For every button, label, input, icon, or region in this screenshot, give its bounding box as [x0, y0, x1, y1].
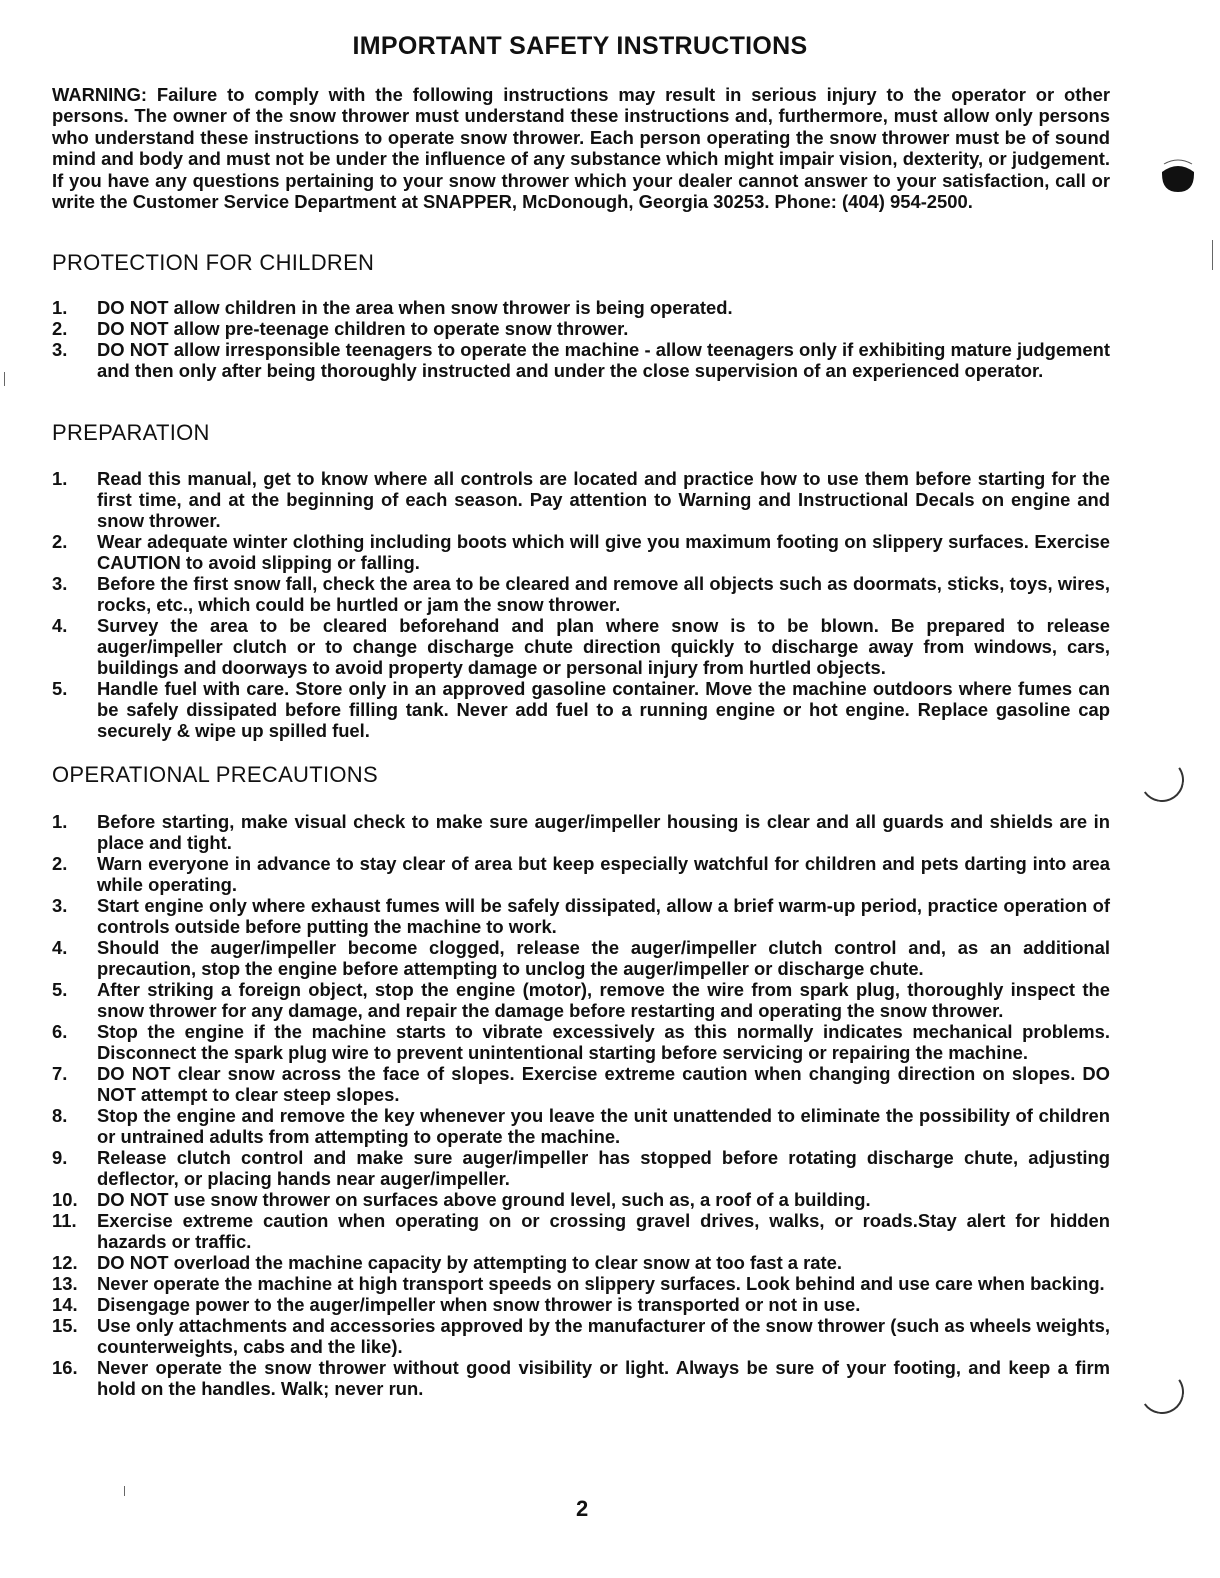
list-item	[52, 468, 1110, 531]
item-text: Should the auger/impeller become clogged, release the auger/impeller clutch control and, as an additional precaution, stop the engine before attempting to unclog the auger/impeller or discharge chute.	[97, 937, 1110, 979]
list-item	[52, 318, 1110, 339]
item-number: 10.	[52, 1189, 78, 1210]
page-number: 2	[576, 1496, 589, 1521]
list-item	[52, 297, 1110, 318]
item-text: Before the first snow fall, check the area to be cleared and remove all objects such as doormats, sticks, toys, wires, rocks, etc., which could be hurtled or jam the snow thrower.	[97, 573, 1110, 615]
preparation-list	[52, 468, 1110, 741]
punch-hole-icon	[1137, 1367, 1188, 1418]
list-item	[52, 1294, 1110, 1315]
list-item	[52, 573, 1110, 615]
item-number: 1.	[52, 297, 68, 318]
list-item	[52, 1063, 1110, 1105]
list-item	[52, 1105, 1110, 1147]
item-number: 2.	[52, 853, 68, 874]
item-text: Disengage power to the auger/impeller when snow thrower is transported or not in use.	[97, 1294, 861, 1315]
item-number: 4.	[52, 615, 68, 636]
list-item	[52, 1273, 1110, 1294]
item-number: 1.	[52, 811, 68, 832]
list-item	[52, 895, 1110, 937]
section-heading-operational-precautions: OPERATIONAL PRECAUTIONS	[52, 762, 378, 787]
item-text: Use only attachments and accessories approved by the manufacturer of the snow thrower (such as wheels weights, counterweights, cabs and the like).	[97, 1315, 1110, 1357]
item-text: After striking a foreign object, stop the engine (motor), remove the wire from spark plug, thoroughly inspect the snow thrower for any damage, and repair the damage before restarting and operating the snow thrower.	[97, 979, 1110, 1021]
item-number: 5.	[52, 678, 68, 699]
item-text: Never operate the machine at high transport speeds on slippery surfaces. Look behind and use care when backing.	[97, 1273, 1105, 1294]
item-number: 12.	[52, 1252, 78, 1273]
item-number: 5.	[52, 979, 68, 1000]
item-text: DO NOT allow children in the area when snow thrower is being operated.	[97, 297, 733, 318]
operational-precautions-list	[52, 811, 1110, 1399]
item-text: Start engine only where exhaust fumes will be safely dissipated, allow a brief warm-up period, practice operation of controls outside before putting the machine to work.	[97, 895, 1110, 937]
list-item	[52, 1252, 1110, 1273]
page-title: IMPORTANT SAFETY INSTRUCTIONS	[352, 32, 808, 60]
item-text: Before starting, make visual check to make sure auger/impeller housing is clear and all guards and shields are in place and tight.	[97, 811, 1110, 853]
scan-edge-mark	[4, 372, 5, 386]
item-number: 15.	[52, 1315, 78, 1336]
item-number: 6.	[52, 1021, 68, 1042]
punch-hole-filled-icon	[1160, 158, 1196, 194]
item-number: 4.	[52, 937, 68, 958]
item-number: 16.	[52, 1357, 78, 1378]
list-item	[52, 1315, 1110, 1357]
item-text: Warn everyone in advance to stay clear of area but keep especially watchful for children and pets darting into area while operating.	[97, 853, 1110, 895]
punch-hole-icon	[1137, 755, 1188, 806]
list-item	[52, 531, 1110, 573]
item-number: 9.	[52, 1147, 68, 1168]
item-number: 3.	[52, 573, 68, 594]
list-item	[52, 1357, 1110, 1399]
item-text: DO NOT allow irresponsible teenagers to operate the machine - allow teenagers only if exhibiting mature judgement and then only after being thoroughly instructed and under the close supervision of an experienced operator.	[97, 339, 1110, 381]
item-number: 11.	[52, 1210, 77, 1231]
list-item	[52, 979, 1110, 1021]
item-text: Wear adequate winter clothing including boots which will give you maximum footing on slippery surfaces. Exercise CAUTION to avoid slipping or falling.	[97, 531, 1110, 573]
warning-paragraph: WARNING: Failure to comply with the following instructions may result in serious injury to the operator or other persons. The owner of the snow thrower must understand these instructions and, furthermore, must allow only persons who understand these instructions to operate snow thrower. Each person operating the snow thrower must be of sound mind and body and must not be under the influence of any substance which might impair vision, dexterity, or judgement. If you have any questions pertaining to your snow thrower which your dealer cannot answer to your satisfaction, call or write the Customer Service Department at SNAPPER, McDonough, Georgia 30253. Phone: (404) 954-2500.	[52, 84, 1110, 213]
item-number: 8.	[52, 1105, 68, 1126]
scan-edge-mark	[1212, 240, 1213, 270]
list-item	[52, 615, 1110, 678]
section-heading-preparation: PREPARATION	[52, 420, 210, 445]
item-text: DO NOT overload the machine capacity by attempting to clear snow at too fast a rate.	[97, 1252, 842, 1273]
item-number: 2.	[52, 531, 68, 552]
item-text: Handle fuel with care. Store only in an approved gasoline container. Move the machine outdoors where fumes can be safely dissipated before filling tank. Never add fuel to a running engine or hot engine. Replace gasoline cap securely & wipe up spilled fuel.	[97, 678, 1110, 741]
item-text: Stop the engine if the machine starts to vibrate excessively as this normally indicates mechanical problems. Disconnect the spark plug wire to prevent unintentional starting before servicing or repairing the machine.	[97, 1021, 1110, 1063]
section-heading-protection-for-children: PROTECTION FOR CHILDREN	[52, 250, 375, 275]
item-text: Survey the area to be cleared beforehand and plan where snow is to be blown. Be prepared to release auger/impeller clutch or to change discharge chute direction quickly to discharge away from windows, cars, buildings and doorways to avoid property damage or personal injury from hurtled objects.	[97, 615, 1110, 678]
item-number: 2.	[52, 318, 68, 339]
item-text: Read this manual, get to know where all controls are located and practice how to use them before starting for the first time, and at the beginning of each season. Pay attention to Warning and Instructional Decals on engine and snow thrower.	[97, 468, 1110, 531]
item-text: Stop the engine and remove the key whenever you leave the unit unattended to eliminate the possibility of children or untrained adults from attempting to operate the machine.	[97, 1105, 1110, 1147]
list-item	[52, 1021, 1110, 1063]
list-item	[52, 811, 1110, 853]
item-number: 1.	[52, 468, 68, 489]
list-item	[52, 1189, 1110, 1210]
protection-for-children-list	[52, 297, 1110, 381]
list-item	[52, 1147, 1110, 1189]
item-number: 14.	[52, 1294, 78, 1315]
item-text: Exercise extreme caution when operating on or crossing gravel drives, walks, or roads.Stay alert for hidden hazards or traffic.	[97, 1210, 1110, 1252]
list-item	[52, 1210, 1110, 1252]
item-text: DO NOT clear snow across the face of slopes. Exercise extreme caution when changing direction on slopes. DO NOT attempt to clear steep slopes.	[97, 1063, 1110, 1105]
scan-edge-mark	[124, 1486, 125, 1496]
item-number: 13.	[52, 1273, 78, 1294]
item-text: DO NOT use snow thrower on surfaces above ground level, such as, a roof of a building.	[97, 1189, 871, 1210]
item-number: 7.	[52, 1063, 68, 1084]
item-number: 3.	[52, 339, 68, 360]
item-text: DO NOT allow pre-teenage children to operate snow thrower.	[97, 318, 629, 339]
list-item	[52, 853, 1110, 895]
list-item	[52, 678, 1110, 741]
list-item	[52, 339, 1110, 381]
list-item	[52, 937, 1110, 979]
item-number: 3.	[52, 895, 68, 916]
item-text: Never operate the snow thrower without good visibility or light. Always be sure of your footing, and keep a firm hold on the handles. Walk; never run.	[97, 1357, 1110, 1399]
item-text: Release clutch control and make sure auger/impeller has stopped before rotating discharge chute, adjusting deflector, or placing hands near auger/impeller.	[97, 1147, 1110, 1189]
